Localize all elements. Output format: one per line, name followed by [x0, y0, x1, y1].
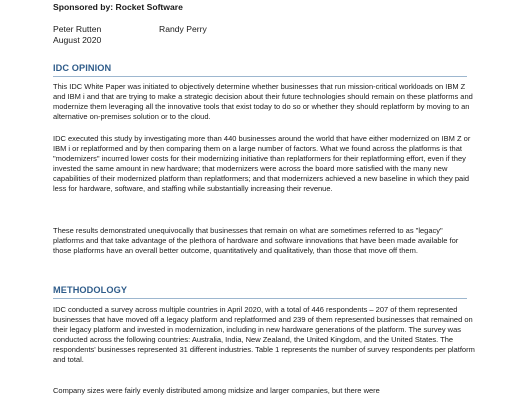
methodology-paragraph-2: Company sizes were fairly evenly distributed among midsize and larger companies, but there were	[53, 386, 380, 395]
opinion-paragraph-3: These results demonstrated unequivocally that businesses that remain on what are sometimes referred to as "legacy" platforms and that take advantage of the plethora of hardware and software innovations that have been made available for those platforms have an overall better outcome, quantitatively and qualitatively, than those that move off them.	[53, 226, 459, 255]
sponsor-line: Sponsored by: Rocket Software	[53, 2, 183, 12]
publication-date: August 2020	[53, 34, 102, 45]
author-row	[53, 24, 207, 35]
methodology-paragraph-1: IDC conducted a survey across multiple countries in April 2020, with a total of 446 respondents – 207 of them represented businesses that have moved off a legacy platform and replatformed and 239 of them represented businesses that remained on their legacy platform and invested in modernization, including in new hardware generations of the platform. The survey was conducted across the following countries: Australia, India, New Zealand, the United Kingdom, and the United States. The respondents' businesses represented 31 different industries. Table 1 represents the number of survey respondents per platform and total.	[53, 305, 475, 364]
section-heading-idc-opinion: IDC OPINION	[53, 62, 467, 77]
author-name: Randy Perry	[159, 24, 207, 34]
author-name: Peter Rutten	[53, 24, 102, 34]
author-block	[53, 24, 207, 45]
opinion-paragraph-1: This IDC White Paper was initiated to objectively determine whether businesses that run mission-critical workloads on IBM Z and IBM i and that are trying to make a strategic decision about their future technologies should remain on these platforms and modernize them leveraging all the innovative tools that exist today to do so or whether they should replatform by moving to an alternative on-premises solution or to the cloud.	[53, 82, 473, 121]
opinion-paragraph-2: IDC executed this study by investigating more than 440 businesses around the world that have either modernized on IBM Z or IBM i or replatformed and by then comparing them on a large number of factors. What we found across the platforms is that "modernizers" incurred lower costs for their modernizing initiative than replatformers for their replatforming effort, even if they invested the same amount in new hardware; that modernizers were across the board more satisfied with the many new capabilities of their modernized platform than replatformers; and that modernizers achieved a new baseline in which they paid less for hardware, software, and staffing while substantially increasing their revenue.	[53, 134, 471, 193]
section-heading-methodology: METHODOLOGY	[53, 284, 467, 299]
